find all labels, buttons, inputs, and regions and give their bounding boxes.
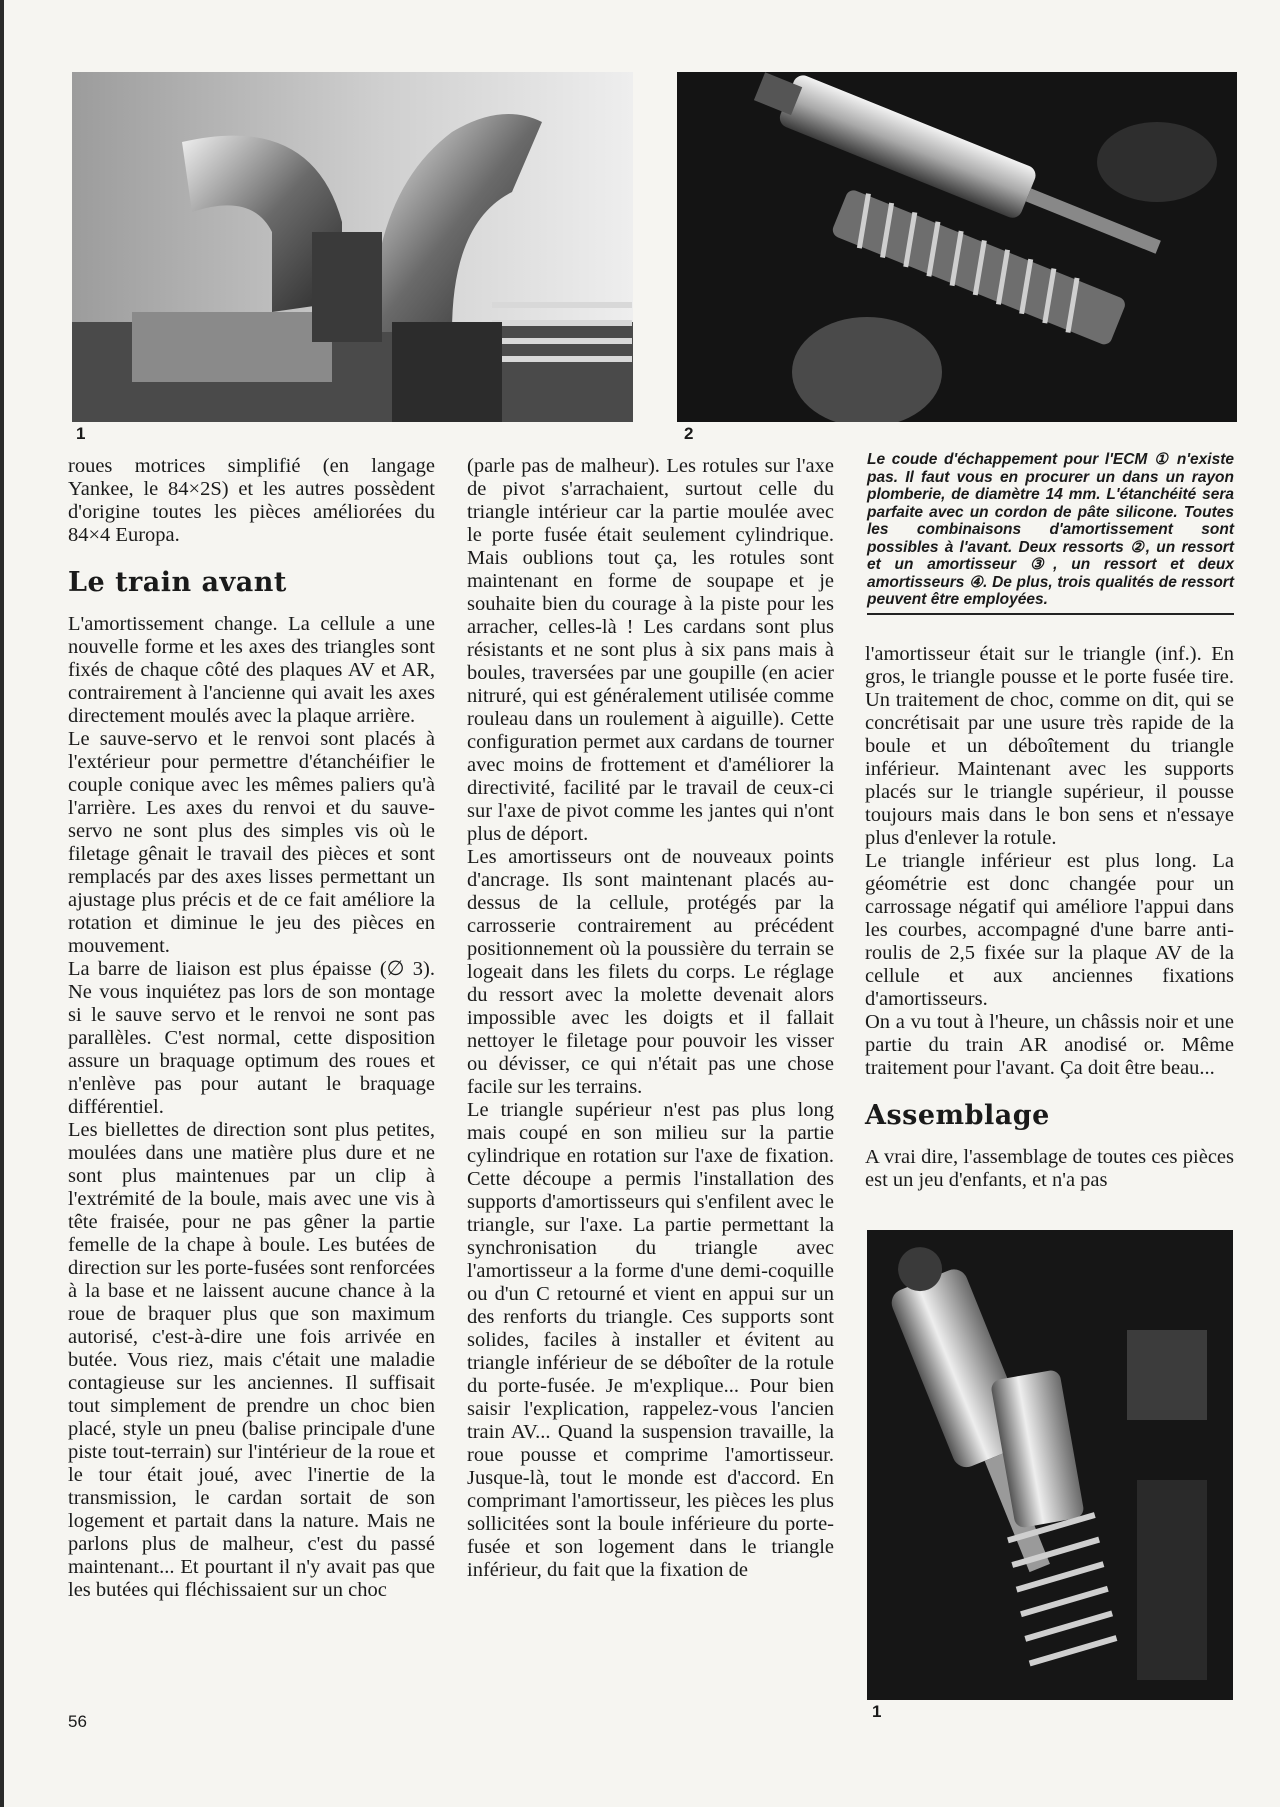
photo-exhaust-elbow (72, 72, 633, 422)
photo-shocks-closeup (867, 1230, 1233, 1700)
paragraph: l'amortisseur était sur le triangle (inf.). En gros, le triangle pousse et le porte fusée tire. Un traitement de choc, comme on dit, qui se concrétisait par une usure très rapide de la boule et un déboîtement du triangle inférieur. Maintenant avec les supports placés sur le triangle supérieur, il pousse toujours mais dans le bon sens et n'essaye plus d'enlever la rotule. (865, 643, 1234, 849)
paragraph: Le triangle inférieur est plus long. La géométrie est donc changée pour un carrossage négatif qui améliore l'appui dans les courbes, accompagné d'une barre anti-roulis de 2,5 fixée sur la plaque AV de la cellule et aux anciennes fixations d'amortisseurs. (865, 850, 1234, 1010)
text-column-1 (68, 455, 435, 1602)
figure-number-3: 1 (872, 1702, 882, 1721)
paragraph: roues motrices simplifié (en langage Yankee, le 84×2S) et les autres possèdent d'origine toutes les pièces améliorées du 84×4 Europa. (68, 455, 435, 546)
text-column-3 (865, 643, 1234, 1192)
paragraph: A vrai dire, l'assemblage de toutes ces pièces est un jeu d'enfants, et n'a pas (865, 1146, 1234, 1191)
paragraph: L'amortissement change. La cellule a une nouvelle forme et les axes des triangles sont fixés de chaque côté des plaques AV et AR, contrairement à l'ancienne qui avait les axes directement moulés avec la plaque arrière. (68, 613, 435, 727)
photo-caption: Le coude d'échappement pour l'ECM ① n'existe pas. Il faut vous en procurer un dans un rayon plomberie, de diamètre 14 mm. L'étanchéité sera parfaite avec un cordon de pâte silicone. Toutes les combinaisons d'amortissement sont possibles à l'avant. Deux ressorts ②, un ressort et un amortisseur ③, un ressort et deux amortisseurs ④. De plus, trois qualités de ressort peuvent être employées. (867, 451, 1234, 615)
paragraph: Les amortisseurs ont de nouveaux points d'ancrage. Ils sont maintenant placés au-dessus de la cellule, protégés par la carrosserie contrairement au précédent positionnement où la poussière du terrain se logeait dans les filets du corps. Le réglage du ressort avec la molette devenait alors impossible avec les doigts et il fallait nettoyer le filetage pour pouvoir les visser ou dévisser, ce qui n'était pas une chose facile sur les terrains. (467, 846, 834, 1098)
figure-number-1: 1 (76, 424, 86, 443)
paragraph: Le sauve-servo et le renvoi sont placés à l'extérieur pour permettre d'étanchéifier le couple conique avec les mêmes paliers qu'à l'arrière. Les axes du renvoi et du sauve-servo ne sont plus des simples vis où le filetage gênait le travail des pièces et sont remplacés par des axes lisses permettant un ajustage plus précis et de ce fait améliore la rotation et diminue le jeu des pièces en mouvement. (68, 728, 435, 957)
paragraph: Le triangle supérieur n'est pas plus long mais coupé en son milieu sur la partie cylindrique en rotation sur l'axe de fixation. Cette découpe a permis l'installation des supports d'amortisseurs qui s'enfilent avec le triangle, sur l'axe. La partie permettant la synchronisation du triangle avec l'amortisseur a la forme d'une demi-coquille ou d'un C retourné et vient en appui sur un des renforts du triangle. Ces supports sont solides, faciles à installer et évitent au triangle inférieur de se déboîter de la rotule du porte-fusée. Je m'explique... Pour bien saisir l'explication, rappelez-vous l'ancien train AV... Quand la suspension travaille, la roue pousse et comprime l'amortisseur. Jusque-là, tout le monde est d'accord. En comprimant l'amortisseur, les pièces les plus sollicitées sont la boule inférieure du porte-fusée et son logement dans le triangle inférieur, du fait que la fixation de (467, 1099, 834, 1581)
page-edge-shadow (0, 0, 4, 1807)
paragraph: Les biellettes de direction sont plus petites, moulées dans une matière plus dure et ne sont plus maintenues par un clip à l'extrémité de la boule, mais avec une vis à tête fraisée, pour ne pas gêner la partie femelle de la chape à boule. Les butées de direction sur les porte-fusées sont renforcées à la base et ne laissent aucune chance à la roue de braquer plus que son maximum autorisé, c'est-à-dire une fois arrivée en butée. Vous riez, mais c'était une maladie contagieuse sur les anciennes. Il suffisait tout simplement de prendre un choc bien placé, style un pneu (balise principale d'une piste tout-terrain) sur l'intérieur de la roue et le tour était joué, avec l'inertie de la transmission, le cardan sortait de son logement et partait dans la nature. Mais ne parlons plus de malheur, c'est du passé maintenant... Et pourtant il n'y avait pas que les butées qui fléchissaient sur un choc (68, 1119, 435, 1601)
figure-number-2: 2 (684, 424, 694, 443)
section-heading-assemblage: Assemblage (865, 1100, 1050, 1131)
paragraph: La barre de liaison est plus épaisse (∅ 3). Ne vous inquiétez pas lors de son montage si le sauve servo et le renvoi ne sont pas parallèles. C'est normal, cette disposition assure un braquage optimum des roues et n'enlève pas pour autant le braquage différentiel. (68, 958, 435, 1118)
section-heading-train-avant: Le train avant (68, 567, 287, 598)
photo-spring-shocks (677, 72, 1237, 422)
paragraph: (parle pas de malheur). Les rotules sur l'axe de pivot s'arrachaient, surtout celle du triangle intérieur car la partie moulée avec le porte fusée était seulement cylindrique. Mais oublions tout ça, les rotules sont maintenant en forme de soupape et je souhaite bien du courage à la piste pour les arracher, celles-là ! Les cardans sont plus résistants et ne sont plus à six pans mais à boules, traversées par une goupille (en acier nitruré, qui est généralement utilisée comme rouleau dans un roulement à aiguille). Cette configuration permet aux cardans de tourner avec moins de frottement et d'améliorer la directivité, facilité par le travail de ceux-ci sur l'axe de pivot comme les jantes qui n'ont plus de déport. (467, 455, 834, 845)
paragraph: On a vu tout à l'heure, un châssis noir et une partie du train AR anodisé or. Même traitement pour l'avant. Ça doit être beau... (865, 1011, 1234, 1079)
text-column-2 (467, 455, 834, 1582)
page-number: 56 (68, 1712, 87, 1731)
